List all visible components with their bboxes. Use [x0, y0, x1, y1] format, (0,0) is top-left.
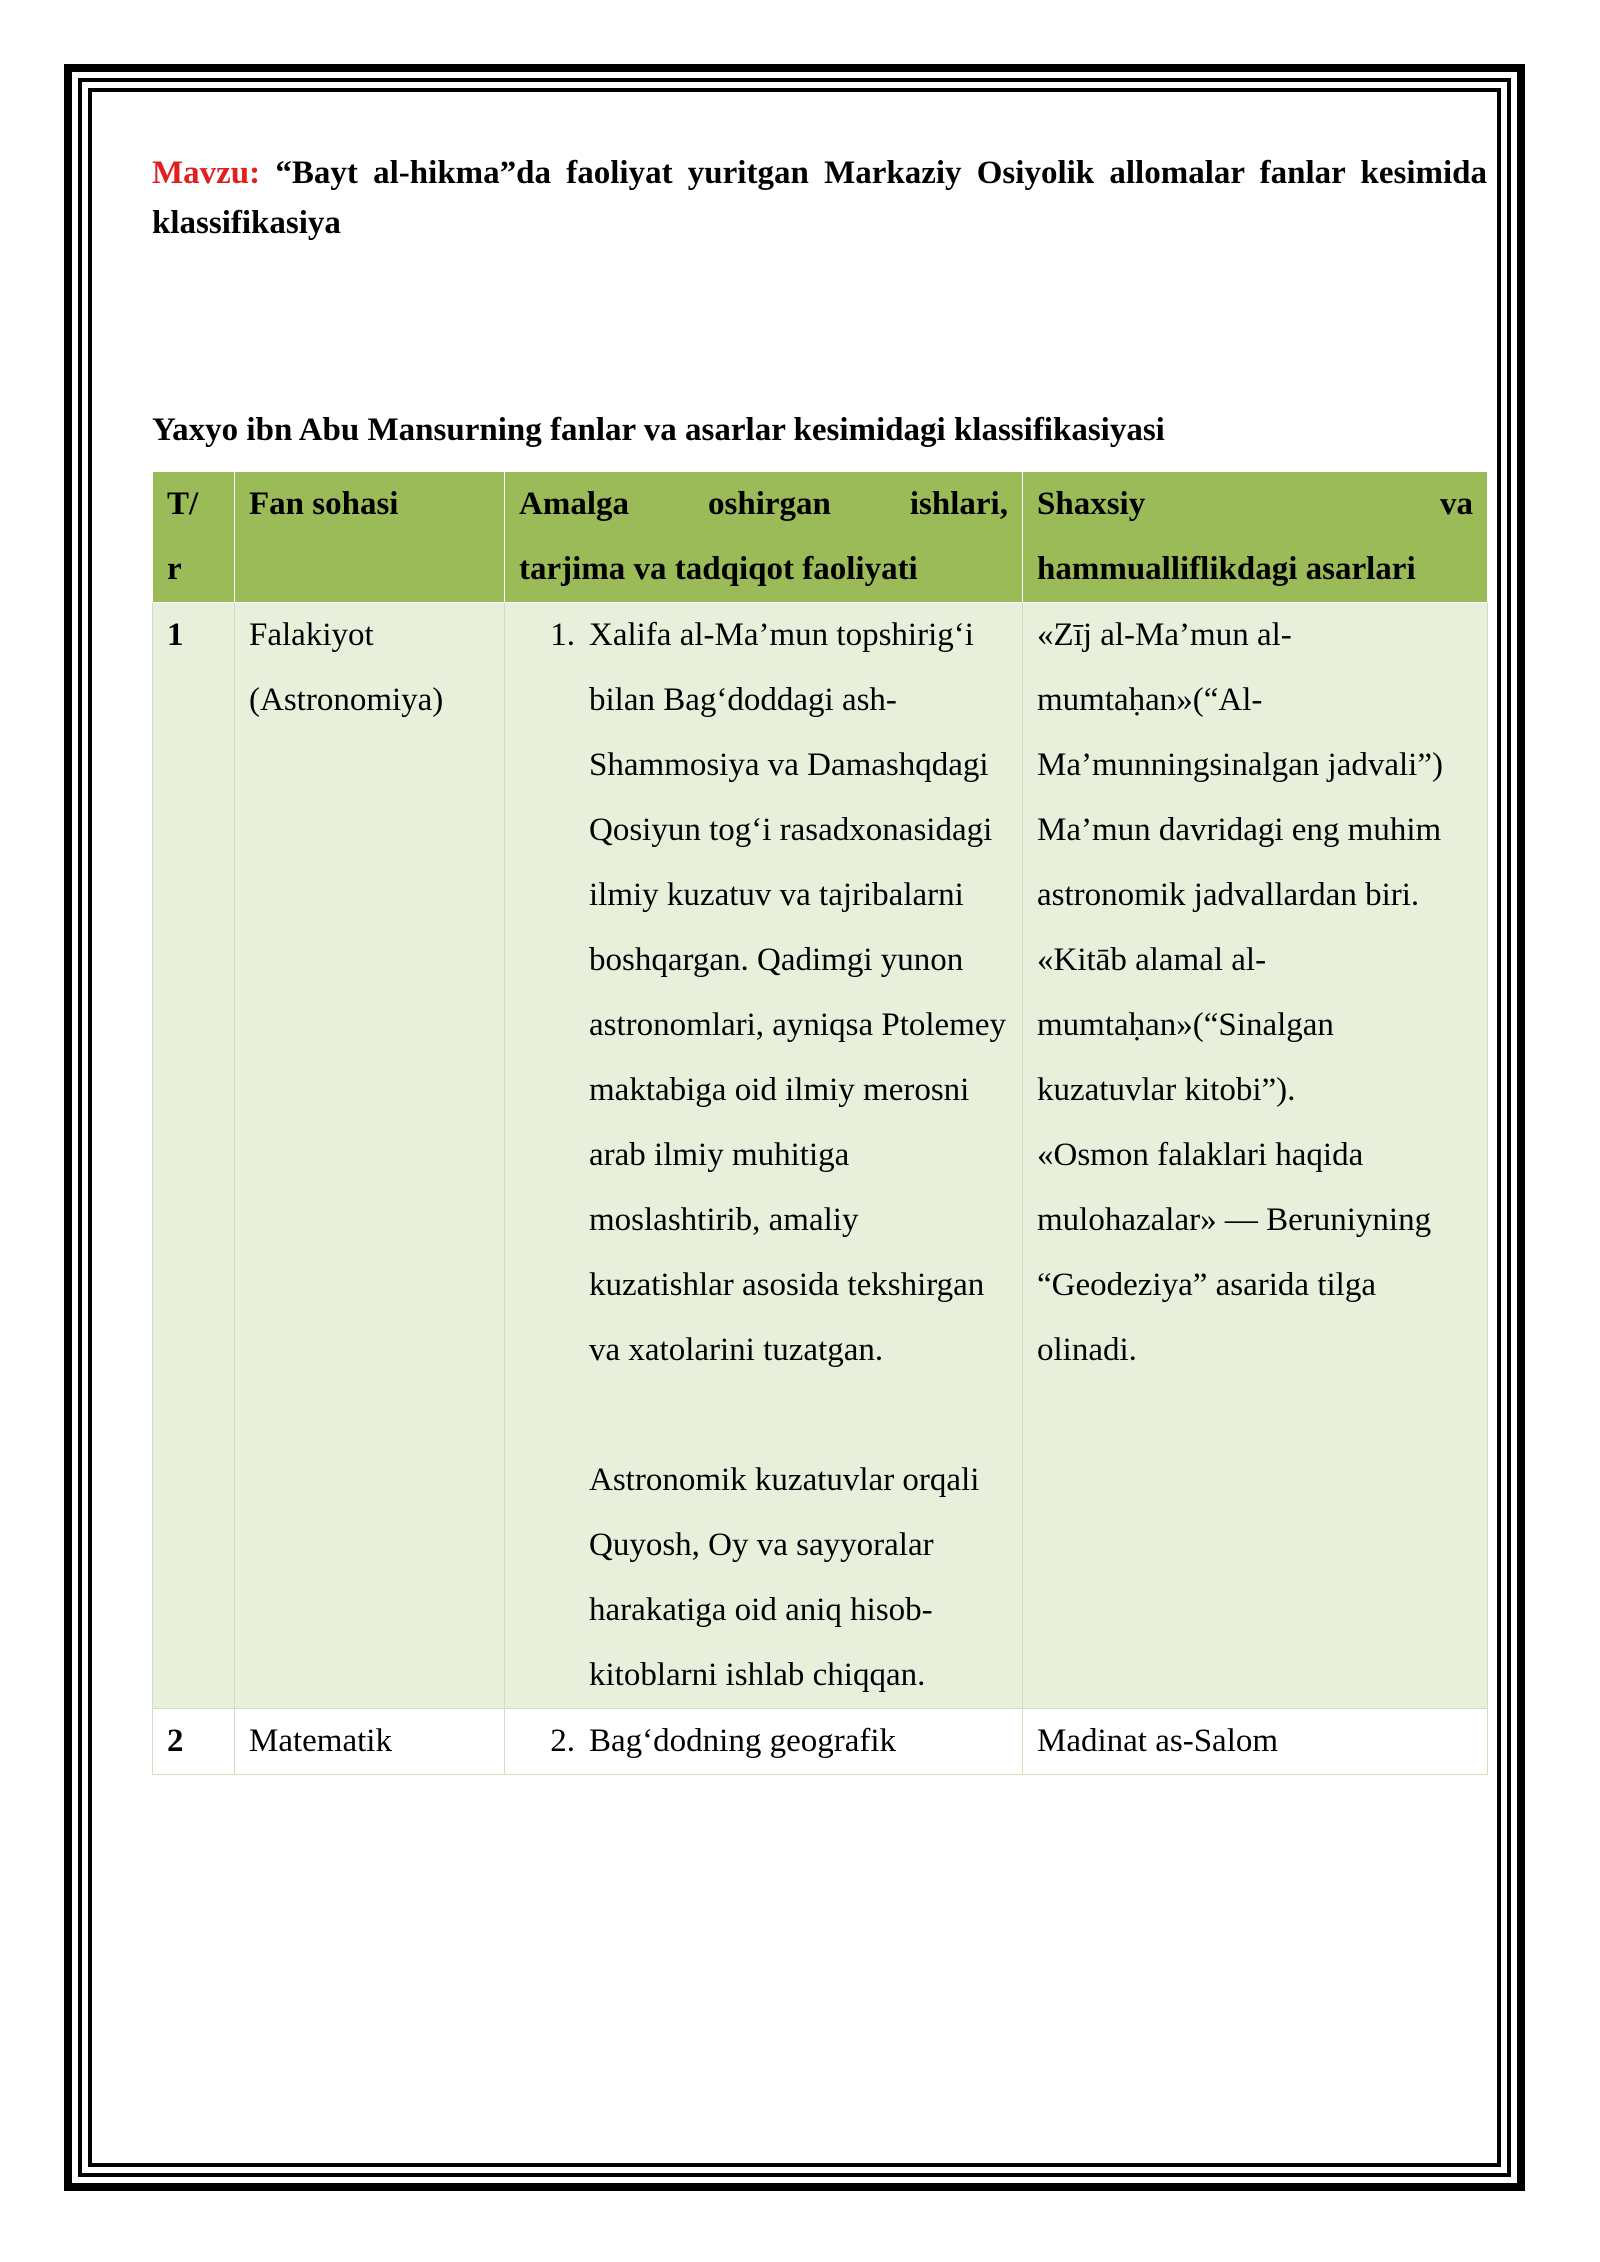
table-row: [153, 1709, 1488, 1775]
row-works: [1023, 603, 1488, 1709]
topic-heading: [152, 148, 1487, 248]
table-caption: Yaxyo ibn Abu Mansurning fanlar va asarlar kesimidagi klassifikasiyasi: [152, 412, 1165, 448]
activity-paragraph: Bag‘dodning geografik: [589, 1723, 897, 1759]
table-row: [153, 603, 1488, 1709]
activity-paragraph: Xalifa al-Ma’mun topshirig‘i bilan Bag‘doddagi ash-Shammosiya va Damashqdagi Qosiyun tog‘i rasadxonasidagi ilmiy kuzatuv va tajribalarni boshqargan. Qadimgi yunon astronomlari, ayniqsa Ptolemey maktabiga oid ilmiy merosni arab ilmiy muhitiga moslashtirib, amaliy kuzatishlar asosida tekshirgan va xatolarini tuzatgan.: [589, 617, 1006, 1368]
header-field: Fan sohasi: [235, 472, 505, 603]
row-activity: [505, 603, 1023, 1709]
work-entry: Madinat as-Salom: [1037, 1723, 1279, 1759]
table-header-row: [153, 472, 1488, 603]
header-activity-line1: Amalga oshirgan ishlari,: [519, 486, 1008, 522]
work-entry: «Zīj al-Ma’mun al-mumtaḥan»(“Al-Ma’munningsinalgan jadvali”) Ma’mun davridagi eng muhim astronomik jadvallardan biri.: [1037, 617, 1443, 913]
row-field: Matematik: [235, 1709, 505, 1775]
classification-table: [152, 471, 1488, 1775]
header-works: [1023, 472, 1488, 603]
list-number: 2.: [550, 1723, 575, 1759]
row-works: [1023, 1709, 1488, 1775]
activity-paragraph: Astronomik kuzatuvlar orqali Quyosh, Oy va sayyoralar harakatiga oid aniq hisob-kitoblarni ishlab chiqqan.: [589, 1462, 980, 1693]
header-activity: [505, 472, 1023, 603]
row-activity: [505, 1709, 1023, 1775]
topic-label: Mavzu:: [152, 155, 261, 191]
row-number: 1: [153, 603, 235, 1709]
work-entry: «Osmon falaklari haqida mulohazalar» — Beruniyning “Geodeziya” asarida tilga olinadi.: [1037, 1137, 1432, 1368]
list-number: 1.: [550, 617, 575, 653]
header-works-line1: Shaxsiy va: [1037, 486, 1473, 522]
topic-text: “Bayt al-hikma”da faoliyat yuritgan Markaziy Osiyolik allomalar fanlar kesimida klassifikasiya: [152, 155, 1487, 241]
row-number: 2: [153, 1709, 235, 1775]
header-works-line2: hammualliflikdagi asarlari: [1037, 551, 1416, 587]
header-number: T/ r: [153, 472, 235, 603]
header-activity-line2: tarjima va tadqiqot faoliyati: [519, 551, 918, 587]
row-field: Falakiyot (Astronomiya): [235, 603, 505, 1709]
work-entry: «Kitāb alamal al-mumtaḥan»(“Sinalgan kuzatuvlar kitobi”).: [1037, 942, 1334, 1108]
